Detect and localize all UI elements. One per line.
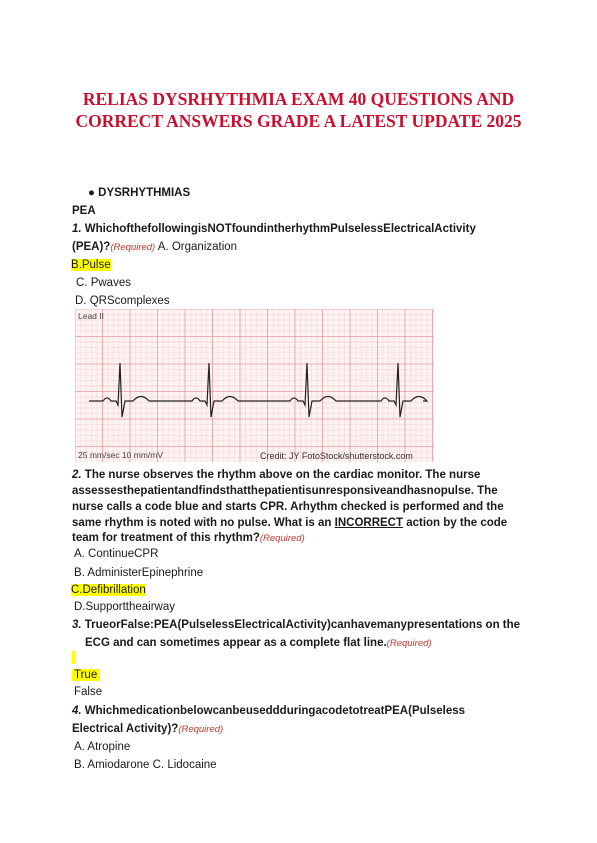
question-3-line-1: 3. TrueorFalse:PEA(PulselessElectricalActivity)canhavemanypresentations on the <box>72 619 521 631</box>
q2-option-b[interactable]: B. AdministerEpinephrine <box>74 567 204 579</box>
q3-option-false[interactable]: False <box>74 686 103 698</box>
ecg-speed-label: 25 mm/sec 10 mm/mV <box>78 450 164 460</box>
ecg-paper <box>75 309 434 462</box>
question-2-line-5: team for treatment of this rhythm?(Required) <box>72 532 305 544</box>
title-line-1: RELIAS DYSRHYTHMIA EXAM 40 QUESTIONS AND <box>82 89 515 109</box>
bullet-icon: ● <box>88 187 95 199</box>
question-3-number: 3. <box>72 619 82 631</box>
highlight-marker <box>72 651 75 664</box>
q2-option-d[interactable]: D.Supporttheairway <box>74 601 175 613</box>
question-2-line-1: 2. The nurse observes the rhythm above on the cardiac monitor. The nurse <box>72 469 481 481</box>
required-label: (Required) <box>386 638 432 649</box>
ecg-strip <box>75 309 434 462</box>
q1-option-b[interactable]: B.Pulse <box>71 259 111 271</box>
ecg-lead-label: Lead II <box>78 311 104 321</box>
ecg-credit: Credit: JY FotoStock/shutterstock.com <box>260 451 413 461</box>
question-2-number: 2. <box>72 469 82 481</box>
q4-option-a[interactable]: A. Atropine <box>74 741 131 753</box>
incorrect-emphasis: INCORRECT <box>334 517 404 529</box>
question-2-line-4: same rhythm is noted with no pulse. What is an INCORRECT action by the code <box>72 517 508 529</box>
question-4-number: 4. <box>72 705 82 717</box>
q1-option-c[interactable]: C. Pwaves <box>76 277 131 289</box>
required-label: (Required) <box>259 533 305 544</box>
q2-option-c[interactable]: C.Defibrillation <box>71 584 146 596</box>
required-label: (Required) <box>178 724 224 735</box>
question-4-line-1: 4. WhichmedicationbelowcanbeuseddduringacodetotreatPEA(Pulseless <box>72 705 466 717</box>
required-label: (Required) <box>110 242 156 253</box>
section-heading-text: DYSRHYTHMIAS <box>98 187 191 199</box>
question-1-line-2: (PEA)?(Required) A. Organization <box>72 241 238 253</box>
question-1-line-1: 1. WhichofthefollowingisNOTfoundintherhythmPulselessElectricalActivity <box>72 223 476 235</box>
question-3-line-2: ECG and can sometimes appear as a complete flat line.(Required) <box>85 637 432 649</box>
title-line-2: CORRECT ANSWERS GRADE A LATEST UPDATE 2025 <box>75 111 522 131</box>
section-heading <box>88 186 190 201</box>
question-4-line-2: Electrical Activity)?(Required) <box>72 723 224 735</box>
document-title <box>40 88 557 132</box>
question-2-line-2: assessesthepatientandfindsthatthepatientisunresponsiveandhasnopulse. The <box>72 485 498 497</box>
q1-option-a[interactable]: A. Organization <box>157 241 238 253</box>
section-subheading: PEA <box>72 205 96 217</box>
q3-option-true[interactable]: True <box>72 668 100 683</box>
q4-option-b-c[interactable]: B. Amiodarone C. Lidocaine <box>74 759 217 771</box>
q1-option-d[interactable]: D. QRScomplexes <box>75 295 170 307</box>
question-1-number: 1. <box>72 223 82 235</box>
q2-option-a[interactable]: A. ContinueCPR <box>74 548 159 560</box>
question-2-line-3: nurse calls a code blue and starts CPR. Arhythm checked is performed and the <box>72 501 504 513</box>
